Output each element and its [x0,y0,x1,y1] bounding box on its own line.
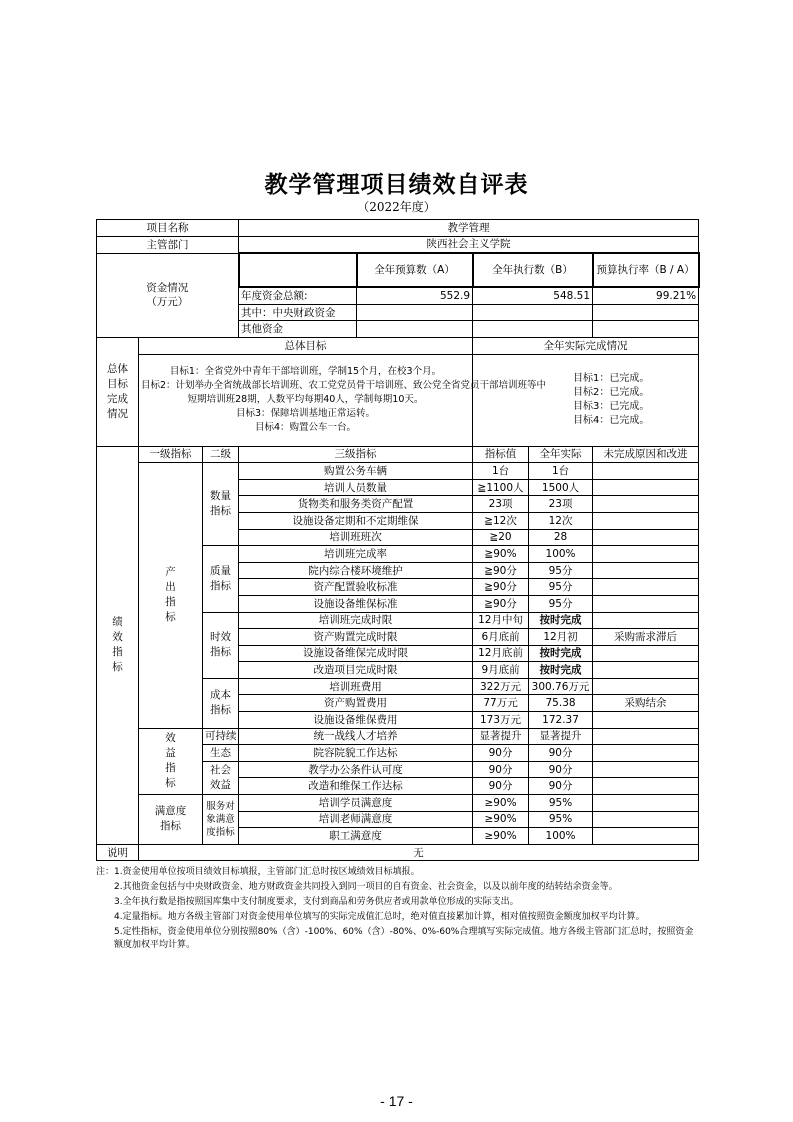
indicator-actual: 90分 [529,778,593,795]
quantity-label: 数量指标 [203,463,239,546]
footnote: 5.定性指标，资金使用单位分别按照80%（含）-100%、60%（含）-80%、0%-60%合理填写实际完成值。地方各级主管部门汇总时，按照资金额度加权平均计算。 [114,927,694,950]
footnote: 注：1.资金使用单位按项目绩效目标填报，主管部门汇总时按区域绩效目标填报。 [96,867,420,877]
indicator-target: ≧90% [473,546,529,563]
eco-label: 生态 [203,745,239,762]
indicator-name: 改造项目完成时限 [239,662,473,679]
indicator-reason [593,761,699,778]
indicator-actual: 1台 [529,463,593,480]
quality-label: 质量指标 [203,546,239,612]
indicator-actual: 90分 [529,761,593,778]
funds-col-rate: 预算执行率（B / A） [593,253,699,287]
indicator-reason [593,512,699,529]
indicator-reason [593,811,699,828]
indicator-actual: 28 [529,529,593,546]
dept-label: 主管部门 [97,236,239,253]
indicator-name: 设施设备维保完成时限 [239,645,473,662]
indicator-target: 12月中旬 [473,612,529,629]
indicator-name: 培训人员数量 [239,479,473,496]
indicator-actual: 95分 [529,562,593,579]
indicator-name: 设施设备维保费用 [239,712,473,729]
time-label: 时效指标 [203,612,239,678]
indicator-reason [593,496,699,513]
funds-total-rate: 99.21% [593,287,699,304]
indicator-reason [593,595,699,612]
indicator-reason [593,645,699,662]
indicator-name: 院容院貌工作达标 [239,745,473,762]
funds-total-exec: 548.51 [473,287,593,304]
indicator-target: 显著提升 [473,728,529,745]
goal-line: 目标3：保障培训基地正常运转。 [235,408,376,420]
benefit-label: 效益指标 [139,728,203,794]
overall-goal-header: 总体目标 [139,337,473,354]
indicator-name: 改造和维保工作达标 [239,778,473,795]
page-number: - 17 - [380,1093,413,1109]
indicator-actual: 95% [529,795,593,812]
output-label: 产出指标 [139,463,203,729]
overall-actual [473,354,699,446]
indicator-reason [593,579,699,596]
indicator-target: 90分 [473,778,529,795]
indicator-target: ≧90分 [473,595,529,612]
indicator-reason [593,745,699,762]
footnotes [96,866,698,954]
indicator-target: 322万元 [473,678,529,695]
indicator-name: 货物类和服务类资产配置 [239,496,473,513]
remark-value: 无 [139,844,699,861]
indicator-reason: 采购需求滞后 [593,629,699,646]
indicator-target: ≥90% [473,795,529,812]
indicator-reason [593,778,699,795]
ind-h1: 一级指标 [139,446,203,463]
indicator-target: ≧90分 [473,579,529,596]
indicator-name: 设施设备定期和不定期维保 [239,512,473,529]
overall-goals [139,354,547,446]
indicator-target: 1台 [473,463,529,480]
indicator-reason [593,795,699,812]
actual-line: 目标4：已完成。 [573,415,650,427]
service-label: 服务对象满意度指标 [203,795,239,845]
indicator-name: 职工满意度 [239,828,473,845]
indicator-name: 培训学员满意度 [239,795,473,812]
indicator-reason [593,463,699,480]
indicator-target: ≧20 [473,529,529,546]
indicator-actual: 按时完成 [529,662,593,679]
funds-central-rate [593,304,699,321]
indicator-name: 设施设备维保标准 [239,595,473,612]
indicator-target: ≥90% [473,828,529,845]
indicator-target: 90分 [473,745,529,762]
funds-central-exec [473,304,593,321]
social-label: 社会效益 [203,761,239,794]
actual-line: 目标3：已完成。 [573,401,650,413]
satisfaction-label: 满意度指标 [139,795,203,845]
indicator-target: ≧90分 [473,562,529,579]
indicator-actual: 95% [529,811,593,828]
indicator-name: 资产购置费用 [239,695,473,712]
funds-blank-head [239,253,357,287]
indicator-reason [593,612,699,629]
ind-h6: 未完成原因和改进 [593,446,699,463]
indicator-target: 90分 [473,761,529,778]
indicator-name: 培训班完成率 [239,546,473,563]
funds-total-label: 年度资金总额: [239,287,357,304]
funds-central-budget [357,304,473,321]
indicator-actual: 95分 [529,579,593,596]
indicator-actual: 按时完成 [529,612,593,629]
indicator-actual: 显著提升 [529,728,593,745]
indicator-target: 77万元 [473,695,529,712]
indicator-name: 培训老师满意度 [239,811,473,828]
indicator-target: 23项 [473,496,529,513]
indicator-name: 培训班费用 [239,678,473,695]
indicator-reason: 采购结余 [593,695,699,712]
funds-total-budget: 552.9 [357,287,473,304]
remark-label: 说明 [97,844,139,861]
indicator-reason [593,529,699,546]
overall-label: 总体目标完成情况 [97,337,139,446]
indicator-target: ≥90% [473,811,529,828]
ind-h4: 指标值 [473,446,529,463]
indicator-target: 6月底前 [473,629,529,646]
indicator-actual: 100% [529,828,593,845]
sustain-label: 可持续 [203,728,239,745]
indicator-actual: 12次 [529,512,593,529]
indicator-name: 培训班班次 [239,529,473,546]
funds-other-label: 其他资金 [239,321,357,338]
funds-other-exec [473,321,593,338]
actual-line: 目标2：已完成。 [573,387,650,399]
funds-col-budget: 全年预算数（A） [357,253,473,287]
funds-other-budget [357,321,473,338]
indicator-name: 资产配置验收标准 [239,579,473,596]
indicator-actual: 1500人 [529,479,593,496]
performance-table [96,219,700,861]
indicator-target: ≧12次 [473,512,529,529]
indicator-reason [593,662,699,679]
indicator-actual: 12月初 [529,629,593,646]
indicator-name: 购置公务车辆 [239,463,473,480]
actual-line: 目标1：已完成。 [573,373,650,385]
indicator-name: 院内综合楼环境维护 [239,562,473,579]
overall-actual-header: 全年实际完成情况 [473,337,699,354]
cost-label: 成本指标 [203,678,239,728]
footnote: 4.定量指标。地方各级主管部门对资金使用单位填写的实际完成值汇总时，绝对值直接累加计算，相对值按照资金额度加权平均计算。 [114,912,645,922]
indicator-name: 教学办公条件认可度 [239,761,473,778]
indicator-reason [593,678,699,695]
indicator-name: 培训班完成时限 [239,612,473,629]
indicator-target: 9月底前 [473,662,529,679]
indicator-reason [593,712,699,729]
indicator-reason [593,562,699,579]
dept-value: 陕西社会主义学院 [239,236,699,253]
indicator-reason [593,828,699,845]
indicator-reason [593,546,699,563]
funds-central-label: 其中：中央财政资金 [239,304,357,321]
indicator-actual: 23项 [529,496,593,513]
indicator-target: ≧1100人 [473,479,529,496]
indicator-reason [593,728,699,745]
indicator-actual: 300.76万元 [529,678,593,695]
indicator-name: 资产购置完成时限 [239,629,473,646]
goal-line: 目标1：全省党外中青年干部培训班，学制15个月，在校3个月。 [169,366,442,378]
footnote: 2.其他资金包括与中央财政资金、地方财政资金共同投入到同一项目的自有资金、社会资金，以及以前年度的结转结余资金等。 [114,882,618,892]
indicator-actual: 按时完成 [529,645,593,662]
page-subtitle: （2022年度） [357,200,436,214]
indicator-actual: 95分 [529,595,593,612]
funds-label: 资金情况（万元） [97,253,239,337]
goal-line: 目标4：购置公车一台。 [254,422,357,434]
ind-h5: 全年实际 [529,446,593,463]
funds-other-rate [593,321,699,338]
indicator-actual: 90分 [529,745,593,762]
goal-line: 短期培训班28期，人数平均每期40人，学制每期10天。 [187,394,424,406]
indicator-name: 统一战线人才培养 [239,728,473,745]
project-name-label: 项目名称 [97,220,239,237]
indicator-reason [593,479,699,496]
indicator-actual: 100% [529,546,593,563]
project-name-value: 教学管理 [239,220,699,237]
indicator-actual: 172.37 [529,712,593,729]
ind-h2: 二级 [203,446,239,463]
funds-col-exec: 全年执行数（B） [473,253,593,287]
indicator-target: 12月底前 [473,645,529,662]
page-title: 教学管理项目绩效自评表 [264,172,529,198]
indicator-actual: 75.38 [529,695,593,712]
footnote: 3.全年执行数是指按照国库集中支付制度要求，支付到商品和劳务供应者或用款单位形成的实际支出。 [114,897,519,907]
ind-h3: 三级指标 [239,446,473,463]
indicator-label: 绩效指标 [97,446,139,844]
goal-line: 目标2：计划举办全省统战部长培训班、农工党党员骨干培训班、致公党全省党员干部培训班等中 [141,380,547,392]
indicator-target: 173万元 [473,712,529,729]
